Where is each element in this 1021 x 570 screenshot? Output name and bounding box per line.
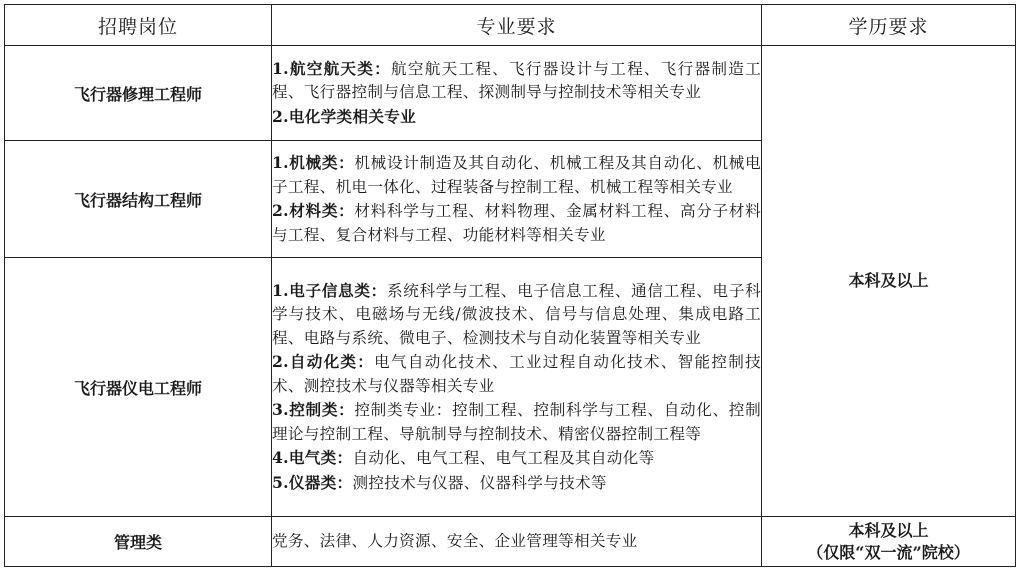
education-level: 本科及以上: [848, 520, 929, 540]
major-list: 自动化、电气工程、电气工程及其自动化等: [352, 449, 655, 468]
major-item: [272, 530, 761, 554]
education-management: [762, 517, 1016, 567]
major-item: [272, 199, 761, 247]
major-requirements: [272, 46, 762, 141]
position-repair-engineer: 飞行器修理工程师: [5, 46, 272, 141]
major-list: 材料科学与工程、材料物理、金属材料工程、高分子材料与工程、复合材料与工程、功能材料等相关专业: [272, 202, 761, 244]
header-education: 学历要求: [762, 5, 1016, 46]
major-list: 机械设计制造及其自动化、机械工程及其自动化、机械电子工程、机电一体化、过程装备与控制工程、机械工程等相关专业: [272, 154, 761, 196]
major-category: 1.航空航天类：: [272, 58, 392, 78]
table-row: [5, 46, 1016, 141]
major-category: 4.电气类：: [272, 448, 353, 468]
position-management: 管理类: [5, 517, 272, 567]
header-major: 专业要求: [272, 5, 762, 46]
major-category: 2.电化学类相关专业: [272, 106, 417, 126]
major-category: 2.材料类：: [272, 201, 355, 220]
education-engineering: 本科及以上: [762, 46, 1016, 517]
major-item: [272, 350, 761, 398]
major-list: 电气自动化技术、工业过程自动化技术、智能控制技术、测控技术与仪器等相关专业: [272, 353, 761, 395]
major-requirements: [272, 141, 762, 258]
major-item: [272, 398, 761, 446]
major-list: 测控技术与仪器、仪器科学与技术等: [352, 473, 607, 492]
major-list: 控制类专业：控制工程、控制科学与工程、自动化、控制理论与控制工程、导航制导与控制技术、精密仪器控制工程等: [272, 401, 761, 443]
major-list: 航空航天工程、飞行器设计与工程、飞行器制造工程、飞行器控制与信息工程、探测制导与控制技术等相关专业: [272, 59, 761, 102]
major-category: 5.仪器类：: [272, 472, 353, 492]
position-structure-engineer: 飞行器结构工程师: [5, 141, 272, 258]
major-item: [272, 57, 761, 105]
major-category: 2.自动化类：: [272, 352, 375, 372]
major-category: 3.控制类：: [272, 400, 355, 420]
major-item: [272, 279, 761, 351]
major-item: [272, 471, 761, 496]
major-item: [272, 446, 761, 471]
major-item: [272, 105, 761, 130]
major-requirements: [272, 258, 762, 517]
major-list: 系统科学与工程、电子信息工程、通信工程、电子科学与技术、电磁场与无线/微波技术、信号与信息处理、集成电路工程、电路与系统、微电子、检测技术与自动化装置等相关专业: [272, 281, 761, 347]
major-item: [272, 151, 761, 199]
major-requirements: [272, 517, 762, 567]
major-list: 党务、法律、人力资源、安全、企业管理等相关专业: [272, 531, 638, 550]
header-position: 招聘岗位: [5, 5, 272, 46]
header-row: [5, 5, 1016, 46]
recruitment-table: [4, 4, 1016, 567]
major-category: 1.电子信息类：: [272, 280, 387, 300]
position-avionics-engineer: 飞行器仪电工程师: [5, 258, 272, 517]
major-category: 1.机械类：: [272, 153, 355, 172]
table-row: [5, 517, 1016, 567]
education-restriction: （仅限“双一流”院校）: [807, 542, 970, 562]
